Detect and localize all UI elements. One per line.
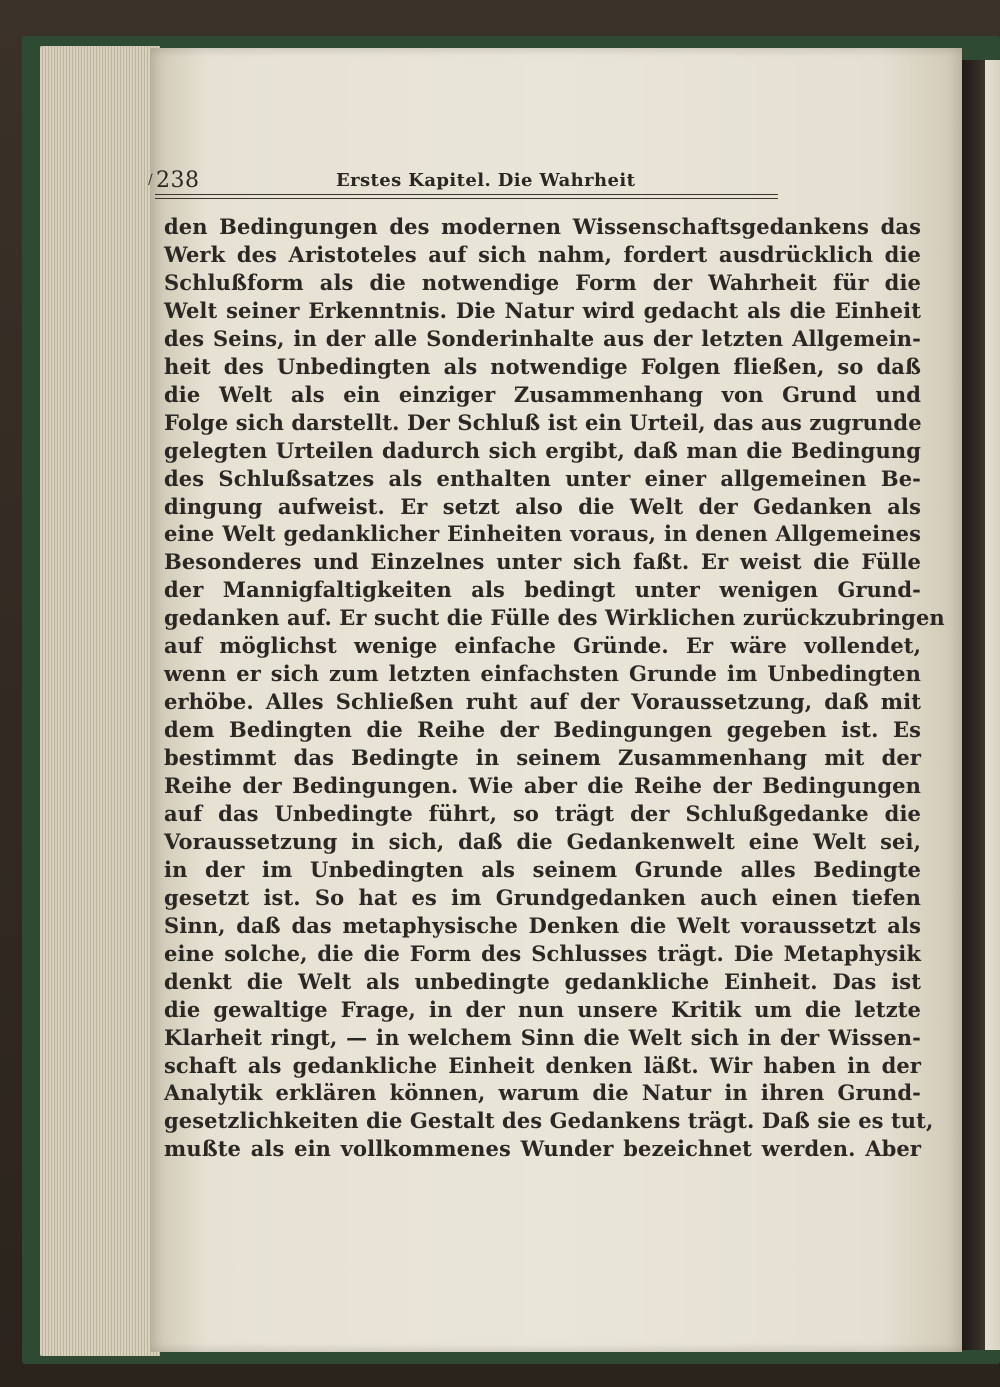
text-line: Sinn, daß das metaphysische Denken die Welt voraussetzt als xyxy=(164,912,921,938)
text-line: heit des Unbedingten als notwendige Folgen fließen, so daß xyxy=(164,353,921,379)
text-line: Folge sich darstellt. Der Schluß ist ein Urteil, das aus zugrunde xyxy=(164,409,922,435)
text-line: gesetzt ist. So hat es im Grundgedanken auch einen tiefen xyxy=(164,884,921,910)
text-line: gesetzlichkeiten die Gestalt des Gedankens trägt. Daß sie es tut, xyxy=(164,1108,934,1134)
text-line: Schlußform als die notwendige Form der Wahrheit für die xyxy=(164,269,921,295)
page-edges xyxy=(40,46,160,1356)
page-number: 238 xyxy=(156,168,200,193)
text-line: Analytik erklären können, warum die Natur in ihren Grund- xyxy=(164,1080,921,1106)
next-page-edge xyxy=(962,60,1000,1350)
text-line: die gewaltige Frage, in der nun unsere Kritik um die letzte xyxy=(164,996,921,1022)
text-line: mußte als ein vollkommenes Wunder bezeichnet werden. Aber xyxy=(164,1136,921,1162)
text-line: gedanken auf. Er sucht die Fülle des Wirklichen zurückzubringen xyxy=(164,605,945,631)
text-line: dem Bedingten die Reihe der Bedingungen gegeben ist. Es xyxy=(164,717,921,743)
text-line: der Mannigfaltigkeiten als bedingt unter wenigen Grund- xyxy=(164,577,921,603)
text-line: Voraussetzung in sich, daß die Gedankenwelt eine Welt sei, xyxy=(164,828,921,854)
margin-tick: / xyxy=(148,172,153,188)
text-line: Besonderes und Einzelnes unter sich faßt. Er weist die Fülle xyxy=(164,549,921,575)
text-line: Reihe der Bedingungen. Wie aber die Reihe der Bedingungen xyxy=(164,773,921,798)
text-line: dingung aufweist. Er setzt also die Welt der Gedanken als xyxy=(164,493,921,519)
text-line: des Schlußsatzes als enthalten unter einer allgemeinen Be- xyxy=(164,465,921,491)
text-line: den Bedingungen des modernen Wissenschaftsgedankens das xyxy=(164,214,921,239)
text-line: Klarheit ringt, — in welchem Sinn die Welt sich in der Wissen- xyxy=(164,1024,921,1050)
text-line: bestimmt das Bedingte in seinem Zusammenhang mit der xyxy=(164,745,921,771)
text-line: auf möglichst wenige einfache Gründe. Er wäre vollendet, xyxy=(164,633,921,659)
header-rule xyxy=(155,194,778,195)
text-line: des Seins, in der alle Sonderinhalte aus der letzten Allgemein- xyxy=(164,325,921,351)
text-line: denkt die Welt als unbedingte gedankliche Einheit. Das ist xyxy=(164,968,921,994)
text-line: Welt seiner Erkenntnis. Die Natur wird gedacht als die Einheit xyxy=(164,297,921,323)
text-line: eine Welt gedanklicher Einheiten voraus, in denen Allgemeines xyxy=(164,521,921,547)
text-line: in der im Unbedingten als seinem Grunde alles Bedingte xyxy=(164,856,921,882)
text-line: Werk des Aristoteles auf sich nahm, fordert ausdrücklich die xyxy=(164,241,921,267)
header-rule-thin xyxy=(155,198,778,199)
text-line: schaft als gedankliche Einheit denken läßt. Wir haben in der xyxy=(164,1052,921,1078)
text-line: erhöbe. Alles Schließen ruht auf der Voraussetzung, daß mit xyxy=(164,689,921,715)
text-line: auf das Unbedingte führt, so trägt der Schlußgedanke die xyxy=(164,800,921,826)
text-line: eine solche, die die Form des Schlusses trägt. Die Metaphysik xyxy=(164,940,921,966)
running-title: Erstes Kapitel. Die Wahrheit xyxy=(336,170,636,191)
text-line: wenn er sich zum letzten einfachsten Grunde im Unbedingten xyxy=(164,661,921,687)
text-line: gelegten Urteilen dadurch sich ergibt, daß man die Bedingung xyxy=(164,437,921,463)
text-line: die Welt als ein einziger Zusammenhang von Grund und xyxy=(164,381,921,407)
